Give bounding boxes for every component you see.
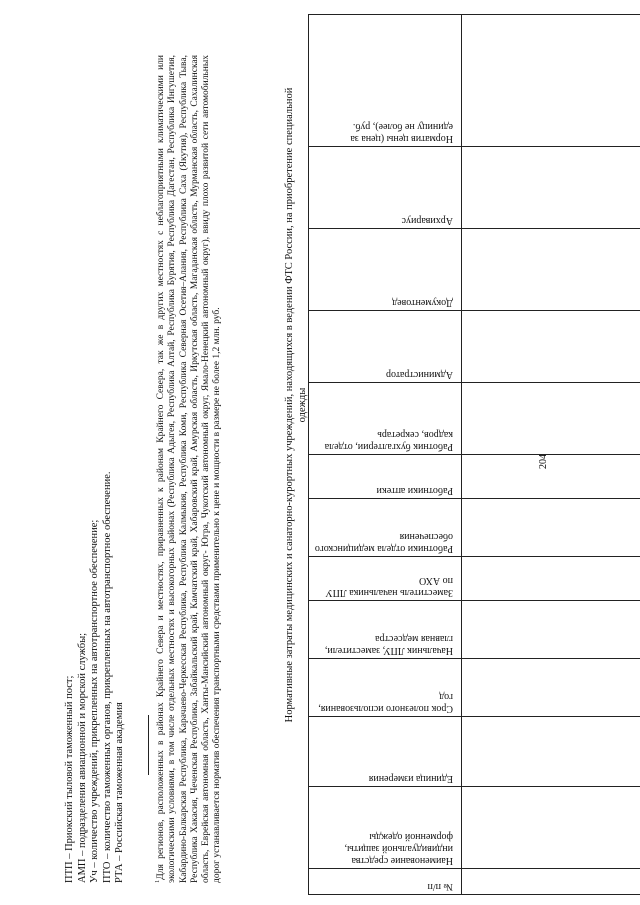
header-cell-unit: Единица измерения xyxy=(309,717,462,787)
header-cell-records-manager: Документовед xyxy=(309,229,462,311)
abbreviations-list xyxy=(64,163,127,883)
header-cell-number: № п/п xyxy=(309,869,462,895)
spec-clothing-table xyxy=(308,14,640,895)
footnote-marker: 1 xyxy=(154,879,161,883)
header-cell-name: Наименование средства индивидуальной защиты, форменной одежды xyxy=(309,787,462,869)
body-cell xyxy=(462,383,640,455)
footnote-text: Для регионов, расположенных в районах Крайнего Севера и местностях, приравненных к районам Крайнего Севера, так же в других местностях с неблагоприятными климатическими или экологическими условиями, в том числе отдельных местностях и высокогорных районах (Республика Адыгея, Республика Алтай, Республика Бурятия, Республика Дагестан, Республика Ингушетия, Кабардино-Балкарская Республика, Карачаево-Черкесская Республика, Республика Калмыкия, Республика Коми, Республика Северная Осетия–Алания, Республика Саха (Якутия), Республика Тыва, Республика Хакасия, Чеченская Республика, Забайкальский край, Камчатский край, Хабаровский край, Амурская область, Иркутская область, Магаданская область, Мурманская область, Сахалинская область, Еврейская автономная область, Ханты-Мансийский автономный округ- Югра, Чукотский автономный округ, Ямало-Ненецкий автономный округ), ввиду плохо развитой сети автомобильных дорог устанавливается норматив обеспечения транспортными средствами применительно к цене и мощности в размере не более 1,2 млн. руб. xyxy=(156,55,223,883)
body-cell xyxy=(462,499,640,557)
header-cell-price-norm: Норматив цены (цена за единицу не более), руб. xyxy=(309,15,462,147)
body-cell xyxy=(462,787,640,869)
body-cell xyxy=(462,557,640,601)
body-cell xyxy=(462,311,640,383)
abbreviation-item: АМП – подразделения авиационной и морской службы; xyxy=(76,632,88,883)
header-row xyxy=(309,15,462,895)
header-cell-archivist: Архивариус xyxy=(309,147,462,229)
header-cell-useful-life: Срок полезного использования, год xyxy=(309,659,462,717)
table-caption: Нормативные затраты медицинских и санаторно-курортных учреждений, находящихся в ведении ФТС России, на приобретение специальной одежды xyxy=(284,87,308,723)
footnote-separator xyxy=(148,715,149,775)
body-row xyxy=(462,15,640,895)
abbreviation-item: Уч – количество учреждений, прикрепленных на автотранспортное обеспечение; xyxy=(89,519,101,883)
body-cell xyxy=(462,659,640,717)
page-number: 204 xyxy=(538,454,549,469)
header-cell-deputy-aho: Заместитель начальника ЛПУ по АХО xyxy=(309,557,462,601)
body-cell xyxy=(462,229,640,311)
abbreviation-item: ПТО – количество таможенных органов, прикрепленных на автотранспортное обеспечение. xyxy=(101,471,113,883)
body-cell xyxy=(462,869,640,895)
header-cell-medical-dept: Работники отдела медицинского обеспечения xyxy=(309,499,462,557)
body-cell xyxy=(462,455,640,499)
body-cell xyxy=(462,147,640,229)
body-cell xyxy=(462,717,640,787)
header-cell-administrator: Администратор xyxy=(309,311,462,383)
abbreviation-item: ПТП – Приокский тыловой таможенный пост; xyxy=(64,675,75,883)
body-cell xyxy=(462,601,640,659)
header-cell-pharmacy: Работники аптеки xyxy=(309,455,462,499)
abbreviation-item: РТА – Российская таможенная академия xyxy=(114,702,126,883)
header-cell-head-of-lpu: Начальник ЛПУ, заместители, главная медсестра xyxy=(309,601,462,659)
footnote xyxy=(152,55,223,883)
header-cell-accounting: Работник бухгалтерии, отдела кадров, секретарь xyxy=(309,383,462,455)
body-cell xyxy=(462,15,640,147)
